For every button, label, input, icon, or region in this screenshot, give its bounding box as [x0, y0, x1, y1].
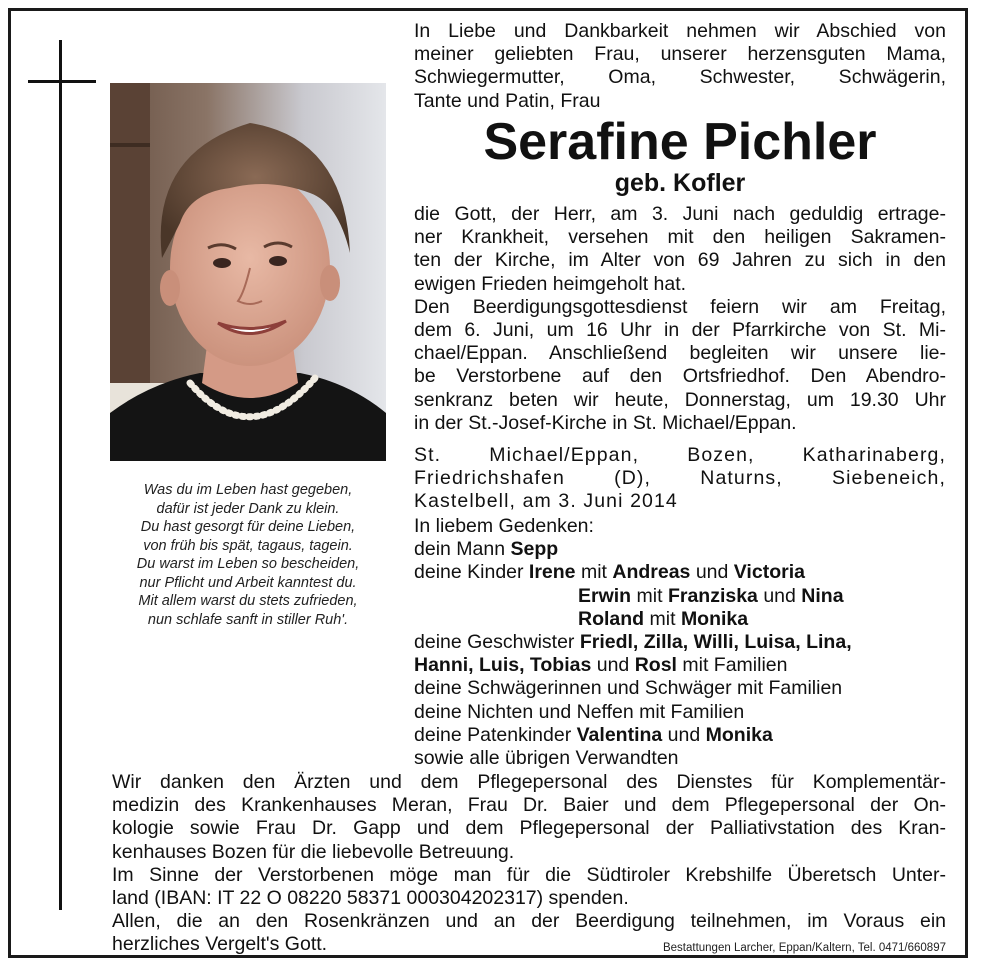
text-line: ten der Kirche, im Alter von 69 Jahren zu sich in den [414, 249, 946, 272]
text-line: Wir danken den Ärzten und dem Pflegepersonal des Dienstes für Komplementär- [112, 771, 946, 793]
text-line: senkranz beten wir heute, Donnerstag, um 19.30 Uhr [414, 388, 946, 411]
mourners-list [414, 515, 946, 770]
text-line: ewigen Frieden heimgeholt hat. [414, 272, 687, 295]
text-line: St. Michael/Eppan, Bozen, Katharinaberg, [414, 444, 946, 466]
deceased-name: Serafine Pichler [483, 113, 877, 171]
poem-line: Du warst im Leben so bescheiden, [136, 556, 360, 572]
text-line: die Gott, der Herr, am 3. Juni nach geduldig ertrage- [414, 203, 946, 225]
text-line: Im Sinne der Verstorbenen möge man für die Südtiroler Krebshilfe Überetsch Unter- [112, 863, 946, 886]
mourner-husband: dein Mann Sepp [414, 538, 559, 561]
text-line: Allen, die an den Rosenkränzen und an der Beerdigung teilnehmen, im Voraus ein [112, 910, 946, 933]
text-line: kenhauses Bozen für die liebevolle Betreuung. [112, 840, 515, 863]
mourner-relatives: sowie alle übrigen Verwandten [414, 747, 679, 770]
mourner-siblings: deine Geschwister Friedl, Zilla, Willi, Luisa, Lina, [414, 631, 852, 654]
text-line: herzliches Vergelt's Gott. [112, 933, 328, 956]
text-line: kologie sowie Frau Dr. Gapp und dem Pflegepersonal der Palliativstation des Kran- [112, 817, 946, 840]
thanks-text [112, 771, 946, 957]
poem-line: Mit allem warst du stets zufrieden, [138, 593, 358, 609]
mourner-children: deine Kinder Irene mit Andreas und Victoria [414, 561, 805, 584]
poem [108, 481, 388, 629]
mourner-in-laws: deine Schwägerinnen und Schwäger mit Familien [414, 677, 843, 700]
memory-heading: In liebem Gedenken: [414, 515, 594, 537]
death-text [414, 203, 946, 435]
cross-icon [59, 40, 62, 910]
intro-text [414, 20, 946, 113]
text-line: Den Beerdigungsgottesdienst feiern wir am Freitag, [414, 295, 946, 318]
poem-line: Was du im Leben hast gegeben, [143, 482, 353, 498]
mourner-children-3: Roland mit Monika [578, 607, 749, 630]
text-line: medizin des Krankenhauses Meran, Frau Dr. Baier und dem Pflegepersonal der On- [112, 794, 946, 817]
poem-line: nun schlafe sanft in stiller Ruh'. [147, 611, 349, 628]
maiden-name: geb. Kofler [614, 169, 746, 197]
text-line: In Liebe und Dankbarkeit nehmen wir Abschied von [414, 20, 946, 42]
text-line: be Verstorbene auf den Ortsfriedhof. Den Abendro- [414, 365, 946, 388]
portrait-photo [110, 83, 386, 461]
places-text [414, 444, 946, 514]
poem-line: Du hast gesorgt für deine Lieben, [140, 519, 356, 535]
poem-line: von früh bis spät, tagaus, tagein. [143, 537, 353, 554]
text-line: ner Krankheit, versehen mit den heiligen Sakramen- [414, 226, 946, 249]
mourner-siblings-2: Hanni, Luis, Tobias und Rosl mit Familien [414, 654, 788, 677]
text-line: land (IBAN: IT 22 O 08220 58371 000304202317) spenden. [112, 887, 629, 910]
text-line: Friedrichshafen (D), Naturns, Siebeneich, [414, 467, 946, 490]
text-line: Schwiegermutter, Oma, Schwester, Schwägerin, [414, 66, 946, 89]
poem-line: nur Pflicht und Arbeit kanntest du. [139, 574, 357, 591]
poem-line: dafür ist jeder Dank zu klein. [156, 500, 340, 517]
text-line: chael/Eppan. Anschließend begleiten wir unsere lie- [414, 342, 946, 365]
text-line: Tante und Patin, Frau [414, 89, 601, 112]
text-line: dem 6. Juni, um 16 Uhr in der Pfarrkirche von St. Mi- [414, 319, 946, 342]
mourner-godchildren: deine Patenkinder Valentina und Monika [414, 723, 773, 746]
funeral-home-credit: Bestattungen Larcher, Eppan/Kaltern, Tel. 0471/660897 [662, 942, 946, 954]
text-line: meiner geliebten Frau, unserer herzensguten Mama, [414, 43, 946, 66]
text-line: Kastelbell, am 3. Juni 2014 [414, 490, 678, 513]
mourner-nieces: deine Nichten und Neffen mit Familien [414, 700, 745, 723]
cross-icon-bar [28, 80, 96, 83]
mourner-children-2: Erwin mit Franziska und Nina [578, 584, 844, 607]
text-line: in der St.-Josef-Kirche in St. Michael/Eppan. [414, 411, 797, 434]
